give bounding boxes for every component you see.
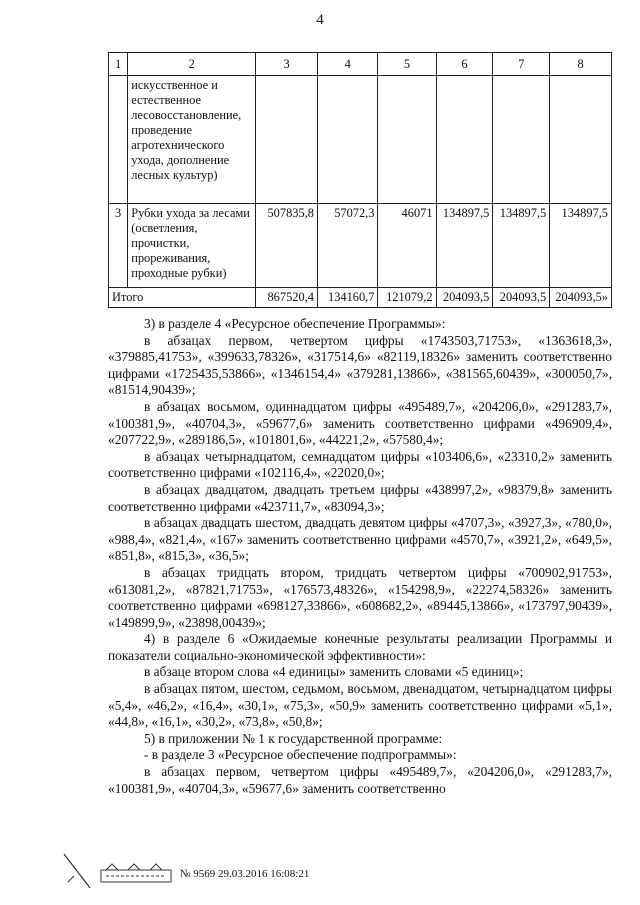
total-value-8: 204093,5» — [550, 288, 612, 308]
document-footer — [60, 852, 460, 892]
row-value-3: 507835,8 — [256, 204, 318, 288]
paragraph: 5) в приложении № 1 к государственной программе: — [144, 730, 443, 746]
row-value-7: 134897,5 — [493, 204, 550, 288]
pen-mark-icon — [60, 852, 96, 892]
header-cell-6: 6 — [436, 53, 493, 76]
paragraph: в абзацах первом, четвертом цифры «1743503,71753», «1363618,3», «379885,41753», «399633,78326», «317514,6» «82119,18326» заменить соответственно цифрами «1725435,53866», «1346154,4» «379281,13866», «381565,60439», «300050,7», «81514,90439»; — [108, 332, 612, 398]
paragraph: в абзацах двадцать шестом, двадцать девятом цифры «4707,3», «3927,3», «780,0», «988,4», «821,4», «167» заменить соответственно цифрами «4570,7», «3921,2», «649,5», «851,8», «815,3», «36,5»; — [108, 515, 612, 564]
paragraph: в абзацах тридцать втором, тридцать четвертом цифры «700902,91753», «613081,2», «87821,71753», «176573,48326», «154298,9», «22274,58326» заменить соответственно цифрами «698127,33866», «608682,2», «89445,13866», «173797,90439», «149899,9», «23898,00439»; — [108, 564, 612, 630]
total-value-4: 134160,7 — [317, 288, 378, 308]
paragraph: в абзацах первом, четвертом цифры «495489,7», «204206,0», «291283,7», «100381,9», «40704,3», «59677,6» заменить соответственно — [108, 764, 612, 796]
row-value-8: 134897,5 — [550, 204, 612, 288]
row-value-8 — [550, 76, 612, 204]
paragraph: в абзацах четырнадцатом, семнадцатом цифры «103406,6», «23310,2» заменить соответственно цифрами «102116,4», «22020,0»; — [108, 448, 612, 481]
row-value-5: 46071 — [378, 204, 436, 288]
row-value-6: 134897,5 — [436, 204, 493, 288]
table-total-row — [109, 288, 612, 308]
header-cell-1: 1 — [109, 53, 128, 76]
header-cell-4: 4 — [317, 53, 378, 76]
row-name: искусственное и естественное лесовосстановление, проведение агротехнического ухода, дополнение лесных культур) — [128, 76, 256, 204]
paragraph: в абзаце втором слова «4 единицы» заменить словами «5 единиц»; — [144, 664, 524, 680]
registration-stamp-text: № 9569 29.03.2016 16:08:21 — [180, 868, 310, 880]
paragraph: в абзацах восьмом, одиннадцатом цифры «495489,7», «204206,0», «291283,7», «100381,9», «40704,3», «59677,6» заменить соответственно цифрами «496909,4», «207722,9», «289186,5», «101801,6», «44221,2», «57580,4»; — [108, 398, 612, 448]
row-value-5 — [378, 76, 436, 204]
header-cell-7: 7 — [493, 53, 550, 76]
row-value-4 — [317, 76, 378, 204]
total-value-5: 121079,2 — [378, 288, 436, 308]
row-value-6 — [436, 76, 493, 204]
row-value-3 — [256, 76, 318, 204]
page-number: 4 — [316, 12, 324, 28]
header-cell-8: 8 — [550, 53, 612, 76]
data-table — [108, 52, 612, 308]
row-value-4: 57072,3 — [317, 204, 378, 288]
header-cell-3: 3 — [256, 53, 318, 76]
registry-stamp-icon — [100, 862, 172, 884]
total-value-3: 867520,4 — [256, 288, 318, 308]
row-number: 3 — [109, 204, 128, 288]
total-value-7: 204093,5 — [493, 288, 550, 308]
paragraph: в абзацах пятом, шестом, седьмом, восьмом, двенадцатом, четырнадцатом цифры «5,4», «46,2», «16,4», «30,1», «75,3», «50,9» заменить соответственно цифрами «5,1», «44,8», «16,1», «30,2», «73,8», «50,8»; — [108, 681, 612, 730]
body-text — [108, 316, 612, 797]
paragraph: - в разделе 3 «Ресурсное обеспечение подпрограммы»: — [144, 747, 457, 763]
row-number — [109, 76, 128, 204]
header-cell-2: 2 — [128, 53, 256, 76]
paragraph: 3) в разделе 4 «Ресурсное обеспечение Программы»: — [144, 316, 446, 331]
paragraph: в абзацах двадцатом, двадцать третьем цифры «438997,2», «98379,8» заменить соответственно цифрами «423711,7», «83094,3»; — [108, 481, 612, 514]
row-value-7 — [493, 76, 550, 204]
total-label: Итого — [109, 288, 256, 308]
row-name: Рубки ухода за лесами (осветления, прочистки, прореживания, проходные рубки) — [128, 204, 256, 288]
total-value-6: 204093,5 — [436, 288, 493, 308]
paragraph: 4) в разделе 6 «Ожидаемые конечные результаты реализации Программы и показатели социально-экономической эффективности»: — [108, 631, 612, 663]
header-cell-5: 5 — [378, 53, 436, 76]
table-row — [109, 76, 612, 204]
table-row — [109, 204, 612, 288]
table-header-row — [109, 53, 612, 76]
